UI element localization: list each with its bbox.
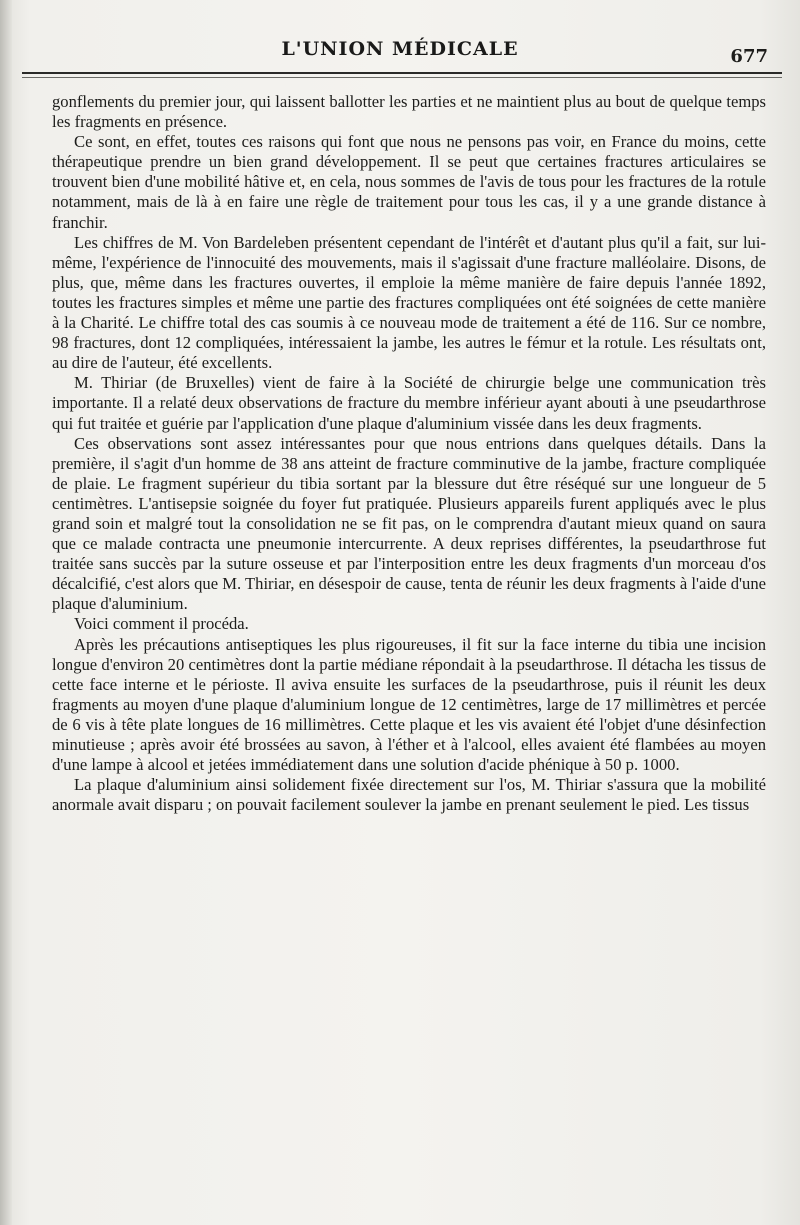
paragraph: M. Thiriar (de Bruxelles) vient de faire à la Société de chirurgie belge une communication très importante. Il a relaté deux observations de fracture du membre inférieur ayant abouti à une pseudarthrose qui fut traitée et guérie par l'application d'une plaque d'aluminium vissée dans les deux fragments. bbox=[52, 373, 766, 433]
paragraph: Voici comment il procéda. bbox=[74, 614, 249, 634]
paragraph: Après les précautions antiseptiques les plus rigoureuses, il fit sur la face interne du tibia une incision longue d'environ 20 centimètres dont la partie médiane répondait à la pseudarthrose. Il détacha les tissus de cette face interne et le périoste. Il aviva ensuite les surfaces de la pseudarthrose, puis il réunit les deux fragments au moyen d'une plaque d'aluminium longue de 12 centimètres, large de 17 millimètres et percée de 6 vis à tête plate longues de 16 millimètres. Cette plaque et les vis avaient été l'objet d'une désinfection minutieuse ; après avoir été brossées au savon, à l'éther et à l'alcool, elles avaient été flambées au moyen d'une lampe à alcool et jetées immédiatement dans une solution d'acide phénique à 50 p. 1000. bbox=[52, 634, 766, 775]
page-number: 677 bbox=[730, 46, 768, 67]
header-rule bbox=[22, 72, 782, 74]
page-spine-shadow bbox=[0, 0, 12, 1225]
paragraph: Ces observations sont assez intéressantes pour que nous entrions dans quelques détails. Dans la première, il s'agit d'un homme de 38 ans atteint de fracture comminutive de la jambe, fracture compliquée de plaie. Le fragment supérieur du tibia sortant par la blessure dut être réséqué sur une longueur de 5 centimètres. L'antisepsie soignée du foyer fut pratiquée. Plusieurs appareils furent appliqués avec le plus grand soin et malgré tout la consolidation ne se fit pas, on le comprendra d'autant mieux quand on saura que ce malade contracta une pneumonie intercurrente. A deux reprises différentes, la pseudarthrose fut traitée sans succès par la suture osseuse et par l'interposition entre les deux fragments d'un morceau d'os décalcifié, c'est alors que M. Thiriar, en désespoir de cause, tenta de réunir les deux fragments à l'aide d'une plaque d'aluminium. bbox=[52, 433, 766, 614]
paragraph: La plaque d'aluminium ainsi solidement fixée directement sur l'os, M. Thiriar s'assura que la mobilité anormale avait disparu ; on pouvait facilement soulever la jambe en prenant seulement le pied. Les tissus bbox=[52, 775, 766, 815]
article-body bbox=[52, 92, 766, 815]
journal-title: L'UNION MÉDICALE bbox=[281, 38, 519, 60]
paragraph: gonflements du premier jour, qui laissent ballotter les parties et ne maintient plus au bout de quelque temps les fragments en présence. bbox=[52, 92, 766, 132]
paragraph: Les chiffres de M. Von Bardeleben présentent cependant de l'intérêt et d'autant plus qu'il a fait, sur lui-même, l'expérience de l'innocuité des mouvements, mais il s'agissait d'une fracture malléolaire. Disons, de plus, que, même dans les fractures ouvertes, il emploie la même manière de faire depuis l'année 1892, toutes les fractures simples et même une partie des fractures compliquées ont été soignées de cette manière à la Charité. Le chiffre total des cas soumis à ce nouveau mode de traitement a été de 116. Sur ce nombre, 98 fractures, dont 12 compliquées, intéressaient la jambe, les autres le fémur et la rotule. Les résultats ont, au dire de l'auteur, été excellents. bbox=[52, 232, 766, 373]
paragraph: Ce sont, en effet, toutes ces raisons qui font que nous ne pensons pas voir, en France du moins, cette thérapeutique prendre un bien grand développement. Il se peut que certaines fractures articulaires se trouvent bien d'une mobilité hâtive et, en cela, nous sommes de l'avis de tous pour les fractures de la rotule notamment, mais de là à en faire une règle de traitement pour tous les cas, il y a une grande distance à franchir. bbox=[52, 132, 766, 232]
running-header bbox=[0, 36, 800, 70]
header-rule-thin bbox=[22, 77, 782, 78]
